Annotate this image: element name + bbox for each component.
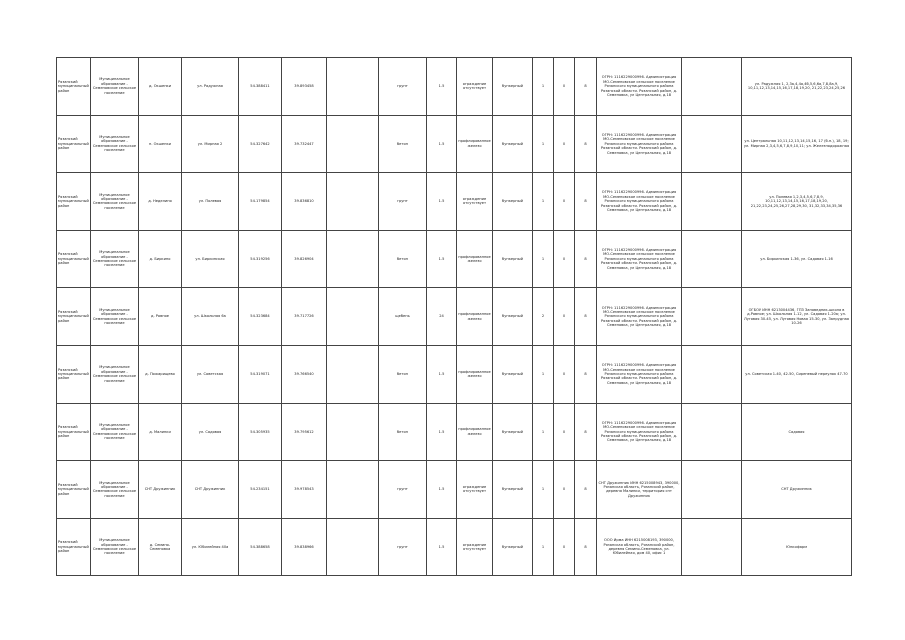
cell-count1: 1 [533,345,554,403]
cell-count3: 8 [575,345,597,403]
cell-street: ул. Радужная [182,58,239,116]
table-row [57,461,852,519]
data-sheet [56,57,852,576]
empty-cell [327,230,379,288]
cell-district: Рязанский муниципальный район [57,115,91,173]
cell-owner: СНТ Дружинник ИНН 6215008943, 390000, Рязанская область, Рязанский район, деревня Малинки, территория снт Дружинник [597,461,682,519]
cell-owner: ОГРН: 1116229000996. Администрация МО-Семеновское сельское поселение Рязанского муниципального района Рязанской области. Рязанский район, д. Семеновка, ул Центральная, д.18 [597,403,682,461]
cell-lat: 54.327642 [239,115,282,173]
table-row [57,230,852,288]
cell-owner: ОГРН: 1116229000996. Администрация МО-Семеновское сельское поселение Рязанского муниципального района Рязанской области. Рязанский район, д. Семеновка, ул Центральная, д.18 [597,230,682,288]
cell-district: Рязанский муниципальный район [57,288,91,346]
cell-count2: 0 [554,403,575,461]
cell-locality: д. Семино-Семеновка [139,518,182,576]
cell-material: бункерный [493,173,533,231]
cell-count2: 0 [554,461,575,519]
cell-enclosure: ограждение отсутствует [457,461,493,519]
cell-surface: бетон [379,345,427,403]
table-row [57,288,852,346]
cell-sources: ул. Биркинская 1-36, ул. Садовая 1-16 [742,230,852,288]
cell-lon: 39.978543 [282,461,327,519]
cell-area: 1.5 [427,115,457,173]
cell-owner: ОГРН: 1116229000996. Администрация МО-Семеновское сельское поселение Рязанского муниципального района Рязанской области. Рязанский район, д. Семеновка, ул Центральная, д.18 [597,288,682,346]
cell-entity: Муниципальное образование - Семеновское сельское поселение [91,403,139,461]
cell-owner: ОГРН: 1116229000996. Администрация МО-Семеновское сельское поселение Рязанского муниципального района Рязанской области. Рязанский район, д. Семеновка, ул Центральная, д.18 [597,58,682,116]
empty-cell [327,518,379,576]
cell-count1: 1 [533,58,554,116]
cell-district: Рязанский муниципальный район [57,518,91,576]
empty-cell [682,115,742,173]
cell-lon: 39.732447 [282,115,327,173]
cell-enclosure: ограждение отсутствует [457,58,493,116]
cell-count1: 1 [533,230,554,288]
cell-count2: 0 [554,173,575,231]
cell-area: 1.5 [427,58,457,116]
cell-lat: 54.305935 [239,403,282,461]
cell-owner: ООО Ирма ИНН 6215008193, 390000, Рязанская область, Рязанский район, деревня Семино-Семеновка, ул. Юбилейная, дом 40, офис 1 [597,518,682,576]
cell-locality: СНТ Дружинник [139,461,182,519]
cell-surface: грунт [379,461,427,519]
empty-cell [327,345,379,403]
container-sites-table [56,57,852,576]
empty-cell [682,173,742,231]
empty-cell [682,518,742,576]
empty-cell [682,230,742,288]
cell-material: бункерный [493,461,533,519]
cell-lat: 54.234151 [239,461,282,519]
cell-enclosure: ограждение отсутствует [457,173,493,231]
cell-lon: 39.893458 [282,58,327,116]
cell-locality: д. Малинки [139,403,182,461]
cell-count2: 0 [554,288,575,346]
cell-street: СНТ Дружинник [182,461,239,519]
cell-locality: д. Окшенки [139,58,182,116]
cell-sources: Садовая [742,403,852,461]
cell-street: ул. Мирная 2 [182,115,239,173]
cell-count1: 2 [533,288,554,346]
cell-entity: Муниципальное образование - Семеновское сельское поселение [91,288,139,346]
cell-lat: 54.319071 [239,345,282,403]
cell-street: ул. Биркинская [182,230,239,288]
cell-lat: 54.388411 [239,58,282,116]
table-row [57,58,852,116]
cell-count1: 1 [533,461,554,519]
cell-locality: д. Ровное [139,288,182,346]
cell-district: Рязанский муниципальный район [57,345,91,403]
cell-material: бункерный [493,345,533,403]
cell-area: 1.5 [427,345,457,403]
cell-entity: Муниципальное образование - Семеновское сельское поселение [91,518,139,576]
cell-lat: 54.179854 [239,173,282,231]
cell-surface: грунт [379,173,427,231]
cell-street: ул. Школьная 6а [182,288,239,346]
cell-lat: 54.319256 [239,230,282,288]
cell-area: 1.5 [427,230,457,288]
cell-lat: 54.323684 [239,288,282,346]
empty-cell [682,345,742,403]
cell-surface: бетон [379,230,427,288]
cell-lat: 54.388658 [239,518,282,576]
cell-district: Рязанский муниципальный район [57,403,91,461]
cell-count2: 0 [554,115,575,173]
cell-locality: п. Окшенки [139,115,182,173]
cell-material: бункерный [493,403,533,461]
table-row [57,173,852,231]
cell-count3: 8 [575,403,597,461]
table-row [57,115,852,173]
cell-count3: 8 [575,230,597,288]
empty-cell [327,403,379,461]
cell-sources: ул. Советская 1-40, 42-50, Сиреневый переулок 47-70 [742,345,852,403]
cell-area: 1.5 [427,461,457,519]
cell-enclosure: профлированное железо [457,230,493,288]
cell-sources: ОГБОУ ИНН 6213004436, ГПЗ Заповедник-школа в д.Ровное; ул. Школьная 1-12, ул. Садовая 1-20а; ул. Луговая 30-45, ул. Луговая Новая 15-30, ул. Запрудная 10-26 [742,288,852,346]
cell-lon: 39.838966 [282,518,327,576]
cell-count3: 8 [575,461,597,519]
cell-enclosure: профлированное железо [457,403,493,461]
cell-enclosure: ограждение отсутствует [457,518,493,576]
cell-entity: Муниципальное образование - Семеновское сельское поселение [91,115,139,173]
empty-cell [682,403,742,461]
cell-district: Рязанский муниципальный район [57,173,91,231]
cell-sources: ул. Центральная 10,11,12,13,14,15,16, 17 (б.н.), 18, 19; ул. Мирная 2,3,4,5,6,7,8,9,10,11; ул. Железнодорожная [742,115,852,173]
cell-sources: Юнкофарм [742,518,852,576]
cell-material: бункерный [493,230,533,288]
cell-material: бункерный [493,288,533,346]
cell-entity: Муниципальное образование - Семеновское сельское поселение [91,345,139,403]
cell-district: Рязанский муниципальный район [57,461,91,519]
cell-count2: 0 [554,230,575,288]
cell-locality: д. Пожарищево [139,345,182,403]
cell-street: ул. Садовая [182,403,239,461]
empty-cell [682,288,742,346]
cell-owner: ОГРН: 1116229000996. Администрация МО-Семеновское сельское поселение Рязанского муниципального района Рязанской области. Рязанский район, д. Семеновка, ул Центральная, д.18 [597,345,682,403]
table-row [57,345,852,403]
cell-sources: ул. Радужная 1, 2,3а,4,4а,4б,5,6,6а,7,8,8а,9, 10,11,12,13,14,15,16,17,18,19,20, 21,22,23,24,25,26 [742,58,852,116]
cell-count1: 1 [533,518,554,576]
cell-count2: 0 [554,518,575,576]
table-row [57,403,852,461]
cell-entity: Муниципальное образование - Семеновское сельское поселение [91,461,139,519]
cell-count3: 8 [575,115,597,173]
cell-area: 1.5 [427,173,457,231]
cell-material: бункерный [493,518,533,576]
cell-count3: 8 [575,288,597,346]
cell-district: Рязанский муниципальный район [57,230,91,288]
cell-count3: 8 [575,58,597,116]
empty-cell [327,461,379,519]
cell-street: ул. Юбилейная 40а [182,518,239,576]
empty-cell [682,461,742,519]
empty-cell [327,58,379,116]
cell-entity: Муниципальное образование - Семеновское сельское поселение [91,173,139,231]
cell-lon: 39.766540 [282,345,327,403]
cell-sources: СНТ Дружинник [742,461,852,519]
cell-entity: Муниципальное образование - Семеновское сельское поселение [91,230,139,288]
cell-count3: 8 [575,173,597,231]
cell-area: 24 [427,288,457,346]
cell-count3: 8 [575,518,597,576]
cell-surface: грунт [379,58,427,116]
cell-lon: 39.826904 [282,230,327,288]
cell-enclosure: профлированное железо [457,115,493,173]
cell-count1: 1 [533,403,554,461]
empty-cell [682,58,742,116]
empty-cell [327,173,379,231]
cell-sources: ул. Полевая 1,2,3,4,5,6,7,8,9, 10,11,12,13,14,15,16,17,18,19,20, 21,22,23,24,25,26,27,28,29,30, 31,32,33,34,35,36 [742,173,852,231]
cell-surface: щебень [379,288,427,346]
cell-count1: 1 [533,173,554,231]
cell-material: бункерный [493,58,533,116]
cell-enclosure: профлированное железо [457,288,493,346]
cell-enclosure: профлированное железо [457,345,493,403]
cell-street: ул. Советская [182,345,239,403]
cell-count1: 1 [533,115,554,173]
cell-owner: ОГРН: 1116229000996. Администрация МО-Семеновское сельское поселение Рязанского муниципального района Рязанской области. Рязанский район, д. Семеновка, ул Центральная, д.18 [597,173,682,231]
cell-count2: 0 [554,345,575,403]
cell-district: Рязанский муниципальный район [57,58,91,116]
cell-lon: 39.795612 [282,403,327,461]
empty-cell [327,115,379,173]
cell-count2: 0 [554,58,575,116]
cell-entity: Муниципальное образование - Семеновское сельское поселение [91,58,139,116]
cell-street: ул. Полевая [182,173,239,231]
cell-locality: д. Биркино [139,230,182,288]
cell-area: 1.5 [427,518,457,576]
cell-locality: д. Неделино [139,173,182,231]
cell-surface: бетон [379,403,427,461]
cell-surface: бетон [379,115,427,173]
cell-material: бункерный [493,115,533,173]
table-row [57,518,852,576]
cell-lon: 39.717726 [282,288,327,346]
cell-lon: 39.836810 [282,173,327,231]
empty-cell [327,288,379,346]
cell-owner: ОГРН: 1116229000996. Администрация МО-Семеновское сельское поселение Рязанского муниципального района Рязанской области. Рязанский район, д. Семеновка, ул Центральная, д.18 [597,115,682,173]
cell-surface: грунт [379,518,427,576]
cell-area: 1.5 [427,403,457,461]
